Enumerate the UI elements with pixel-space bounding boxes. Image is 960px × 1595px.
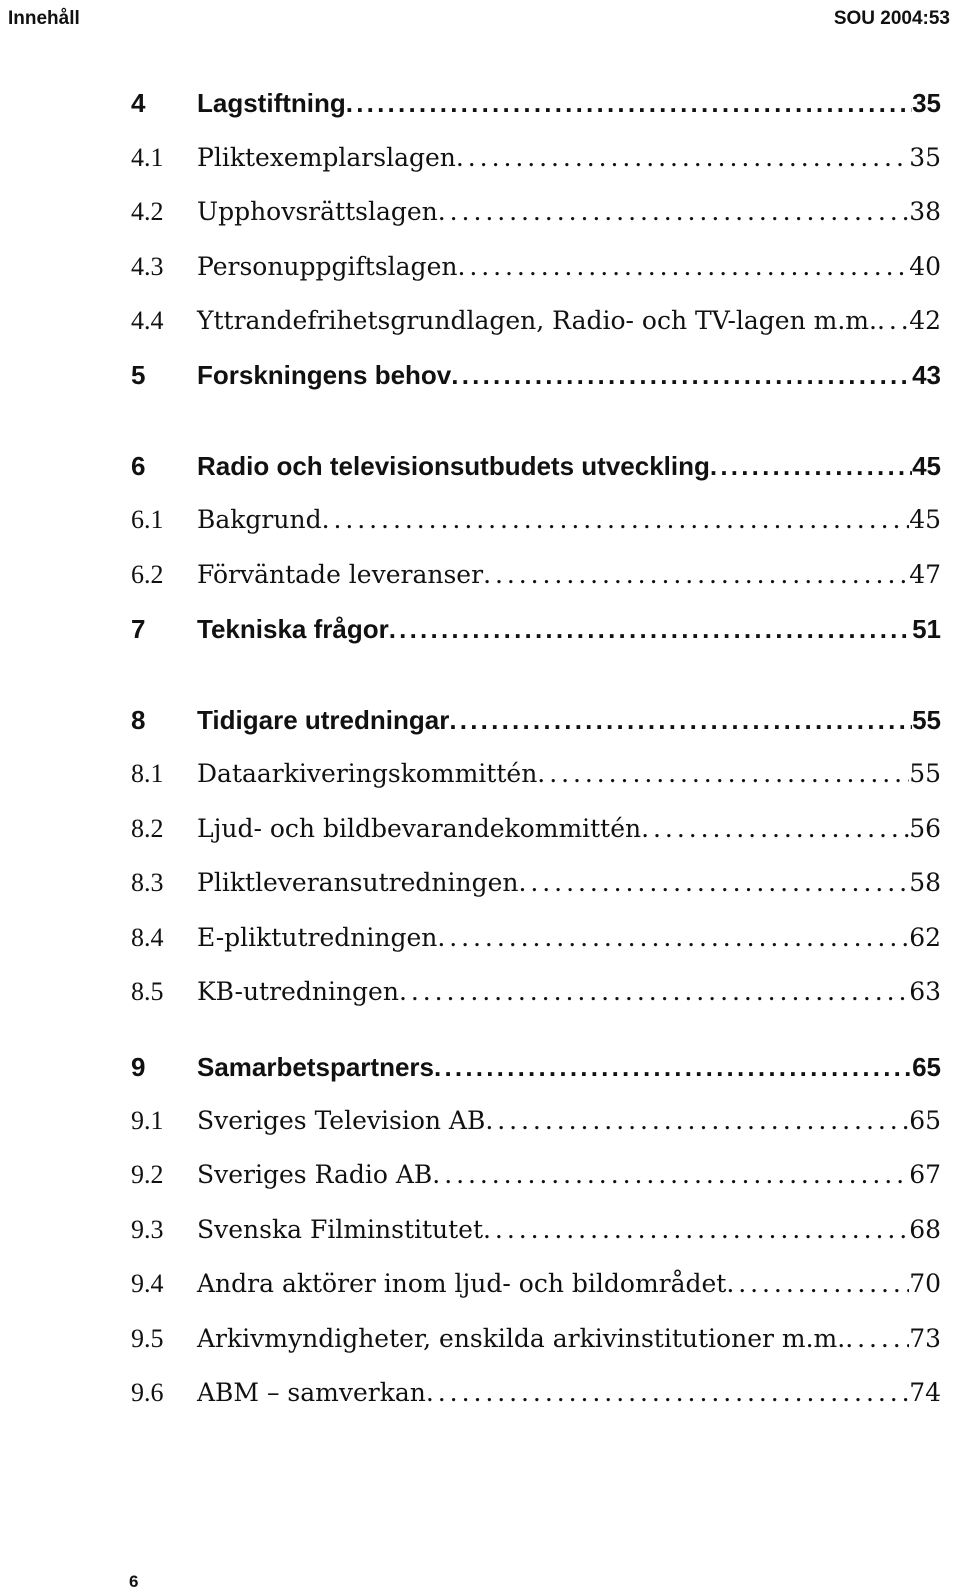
toc-leader-dots xyxy=(426,1378,909,1407)
toc-leader-dots xyxy=(485,1106,909,1135)
toc-entry-title: Tidigare utredningar xyxy=(197,705,450,735)
toc-entry-page: 70 xyxy=(909,1269,941,1298)
toc-leader-dots xyxy=(432,1160,909,1189)
toc-entry-number: 9.5 xyxy=(131,1324,164,1353)
toc-entry xyxy=(131,705,941,745)
toc-leader-dots xyxy=(726,1269,909,1298)
toc-entry xyxy=(131,1160,941,1200)
toc-entry xyxy=(131,977,941,1017)
toc-entry xyxy=(131,759,941,799)
toc-leader-dots xyxy=(438,197,909,226)
toc-entry-title: Förväntade leveranser xyxy=(197,560,484,589)
header-section-label: Innehåll xyxy=(8,8,80,29)
toc-entry-page: 43 xyxy=(912,360,941,390)
toc-entry-number: 9.3 xyxy=(131,1215,164,1244)
toc-entry-page: 63 xyxy=(909,977,941,1006)
toc-entry xyxy=(131,560,941,600)
toc-entry-page: 40 xyxy=(909,252,941,281)
toc-entry-title: Sveriges Radio AB xyxy=(197,1160,433,1189)
toc-leader-dots xyxy=(437,923,909,952)
toc-entry-title: Radio och televisionsutbudets utveckling xyxy=(197,451,710,481)
toc-entry-page: 55 xyxy=(912,705,941,735)
toc-entry-title: Sveriges Television AB xyxy=(197,1106,486,1135)
toc-entry-title: E-pliktutredningen xyxy=(197,923,438,952)
toc-entry-number: 4.1 xyxy=(131,143,164,172)
toc-leader-dots xyxy=(710,451,912,482)
page-number: 6 xyxy=(129,1572,139,1591)
toc-entry-page: 65 xyxy=(909,1106,941,1135)
toc-entry-page: 62 xyxy=(909,923,941,952)
toc-leader-dots xyxy=(845,1324,909,1353)
toc-entry-page: 65 xyxy=(912,1052,941,1082)
toc-entry-title: KB-utredningen xyxy=(197,977,399,1006)
toc-entry xyxy=(131,306,941,346)
toc-leader-dots xyxy=(877,306,909,335)
toc-entry xyxy=(131,1269,941,1309)
toc-leader-dots xyxy=(457,252,909,281)
toc-entry-number: 9.1 xyxy=(131,1106,164,1135)
toc-leader-dots xyxy=(322,505,910,534)
toc-entry-title: Samarbetspartners xyxy=(197,1052,434,1082)
toc-entry xyxy=(131,1106,941,1146)
toc-entry-number: 6.1 xyxy=(131,505,164,534)
toc-entry-number: 5 xyxy=(131,360,146,390)
toc-entry-number: 4.2 xyxy=(131,197,164,226)
toc-entry-title: ABM – samverkan xyxy=(197,1378,426,1407)
toc-entry-title: Lagstiftning xyxy=(197,88,346,118)
toc-entry-title: Svenska Filminstitutet xyxy=(197,1215,484,1244)
toc-entry-title: Yttrandefrihetsgrundlagen, Radio- och TV-lagen m.m. xyxy=(197,306,877,335)
toc-entry xyxy=(131,1324,941,1364)
toc-entry-number: 8.3 xyxy=(131,868,164,897)
toc-entry-number: 9.4 xyxy=(131,1269,164,1298)
toc-entry xyxy=(131,1378,941,1418)
toc-entry-number: 8.5 xyxy=(131,977,164,1006)
toc-leader-dots xyxy=(641,814,909,843)
toc-leader-dots xyxy=(456,143,909,172)
toc-entry-number: 8.2 xyxy=(131,814,164,843)
header-document-id: SOU 2004:53 xyxy=(833,8,950,29)
toc-entry-number: 6.2 xyxy=(131,560,164,589)
toc-entry-title: Dataarkiveringskommittén xyxy=(197,759,538,788)
toc-entry-title: Upphovsrättslagen xyxy=(197,197,438,226)
toc-entry-title: Bakgrund xyxy=(197,505,322,534)
toc-leader-dots xyxy=(537,759,909,788)
toc-entry xyxy=(131,1052,941,1092)
toc-leader-dots xyxy=(483,1215,909,1244)
toc-entry-page: 73 xyxy=(909,1324,941,1353)
toc-entry-title: Pliktexemplarslagen xyxy=(197,143,456,172)
toc-entry xyxy=(131,143,941,183)
toc-entry-page: 67 xyxy=(909,1160,941,1189)
toc-entry xyxy=(131,814,941,854)
toc-entry-number: 6 xyxy=(131,451,146,481)
toc-entry-title: Andra aktörer inom ljud- och bildområdet xyxy=(197,1269,727,1298)
running-header xyxy=(8,4,950,34)
toc-entry-number: 4.4 xyxy=(131,306,164,335)
toc-leader-dots xyxy=(449,705,912,736)
toc-entry-title: Pliktleveransutredningen xyxy=(197,868,519,897)
toc-entry-page: 38 xyxy=(909,197,941,226)
toc-entry xyxy=(131,923,941,963)
toc-entry-number: 8.4 xyxy=(131,923,164,952)
toc-entry-page: 45 xyxy=(912,451,941,481)
toc-entry-title: Arkivmyndigheter, enskilda arkivinstitutioner m.m. xyxy=(197,1324,846,1353)
toc-leader-dots xyxy=(434,1052,912,1083)
toc-entry xyxy=(131,197,941,237)
toc-entry-title: Tekniska frågor xyxy=(197,614,389,644)
toc-entry xyxy=(131,868,941,908)
toc-entry-number: 8.1 xyxy=(131,759,164,788)
toc-entry-page: 74 xyxy=(909,1378,941,1407)
toc-leader-dots xyxy=(346,88,912,119)
toc-entry-number: 9.2 xyxy=(131,1160,164,1189)
toc-entry-page: 68 xyxy=(909,1215,941,1244)
toc-entry-page: 51 xyxy=(912,614,941,644)
toc-entry-page: 55 xyxy=(909,759,941,788)
toc-entry-title: Personuppgiftslagen xyxy=(197,252,458,281)
toc-entry xyxy=(131,451,941,491)
toc-entry-number: 7 xyxy=(131,614,146,644)
toc-entry-page: 47 xyxy=(909,560,941,589)
toc-entry-title: Ljud- och bildbevarandekommittén xyxy=(197,814,642,843)
toc-entry xyxy=(131,360,941,400)
toc-entry-page: 35 xyxy=(909,143,941,172)
toc-leader-dots xyxy=(451,360,912,391)
toc-entry-number: 4 xyxy=(131,88,146,118)
toc-leader-dots xyxy=(399,977,909,1006)
toc-entry-number: 9.6 xyxy=(131,1378,164,1407)
toc-entry-number: 8 xyxy=(131,705,146,735)
toc-entry-page: 35 xyxy=(912,88,941,118)
toc-entry-page: 45 xyxy=(909,505,941,534)
toc-leader-dots xyxy=(519,868,910,897)
toc-leader-dots xyxy=(389,614,912,645)
toc-leader-dots xyxy=(483,560,909,589)
toc-entry-number: 4.3 xyxy=(131,252,164,281)
toc-entry-number: 9 xyxy=(131,1052,146,1082)
toc-entry xyxy=(131,252,941,292)
toc-entry-page: 56 xyxy=(909,814,941,843)
toc-entry xyxy=(131,88,941,128)
toc-entry xyxy=(131,1215,941,1255)
toc-entry-page: 42 xyxy=(909,306,941,335)
toc-entry xyxy=(131,505,941,545)
toc-entry-title: Forskningens behov xyxy=(197,360,452,390)
toc-entry xyxy=(131,614,941,654)
toc-entry-page: 58 xyxy=(909,868,941,897)
